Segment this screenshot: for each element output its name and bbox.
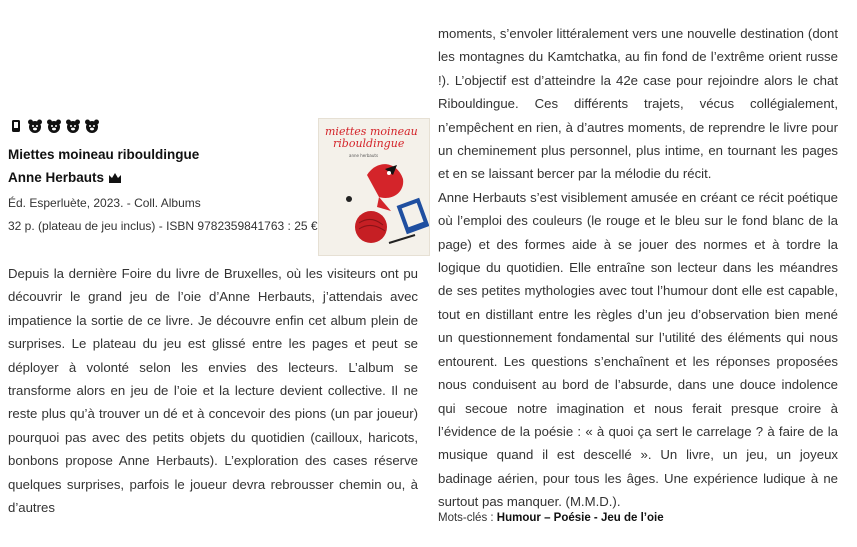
bear-icon: [27, 118, 43, 134]
crown-icon: [108, 172, 122, 184]
cover-illustration: [319, 119, 429, 255]
rating-icons: [8, 118, 100, 134]
book-cover: [318, 118, 430, 256]
bear-icon: [65, 118, 81, 134]
review-paragraph: Anne Herbauts s’est visiblement amusée en créant ce récit poétique où l’emploi des couleurs (le rouge et le bleu sur le fond blanc de la page) et des formes aide à se jouer des normes et à tordre la logique du quotidien. Elle entraîne son lecteur dans les méandres de ses petites mythologies avec tout l’humour dont elle est capable, tout en distillant entre les règles d’un jeu d’observation bien mené un questionnement fondamental sur l’utilité des éléments qui nous entourent. Les questions s’enchaînent et les réponses proposées nous conduisent au bord de l’absurde, dans une douce indolence qui secoue notre imagination et nous ferait presque croire à l’évidence de la poésie : « à quoi ça sert le carrelage ? à faire de la musique quand il est descellé ». Un livre, un jeu, un joyeux badinage aérien, pour tous les âges. Une expérience ludique à ne surtout pas manquer. (M.M.D.).: [438, 189, 838, 510]
keywords-label: Mots-clés :: [438, 512, 497, 524]
review-paragraph: moments, s’envoler littéralement vers une nouvelle destination (dont les montagnes du Kamtchatka, au fin fond de l’extrême orient russe !). L’objectif est d’atteindre la 42e case pour rejoindre alors le chat Ribouldingue. Ces différents trajets, vécus collégialement, n’empêchent en rien, à d’autres moments, de reprendre le livre pour un cheminement plus personnel, plus intime, en tournant les pages et en se laissant bercer par la mélodie du récit.: [438, 26, 838, 182]
book-author: Anne Herbauts: [8, 170, 105, 185]
publisher-line: Éd. Esperluète, 2023. - Coll. Albums: [8, 196, 201, 210]
book-title: Miettes moineau ribouldingue: [8, 147, 200, 162]
review-paragraph: Depuis la dernière Foire du livre de Bruxelles, où les visiteurs ont pu découvrir le grand jeu de l’oie d’Anne Herbauts, j’attendais avec impatience la sortie de ce livre. Je découvre enfin cet album plein de surprises. Le plateau du jeu est glissé entre les pages et peut se déployer à volonté selon les envies des lecteurs. L’album se transforme alors en jeu de l’oie et la lecture devient collective. Il ne reste plus qu’à trouver un dé et à concevoir des pions (un par joueur) pourquoi pas avec des petits objets du quotidien (cailloux, haricots, bonbons propose Anne Herbauts). L’exploration des cases réserve quelques surprises, parfois le joueur devra rebrousser chemin ou, à d’autres: [8, 266, 418, 516]
pen-icon: [8, 118, 24, 134]
bear-icon: [46, 118, 62, 134]
cover-author: anne herbauts: [349, 153, 379, 158]
book-author-line: [8, 170, 122, 185]
keywords-values: Humour – Poésie - Jeu de l’oie: [496, 512, 664, 524]
review-text-right: [438, 22, 838, 514]
review-text-left: [8, 262, 418, 519]
bear-icon: [84, 118, 100, 134]
keywords-line: [438, 512, 664, 524]
cover-title-line-2: ribouldingue: [333, 137, 405, 150]
cover-title-line-1: miettes moineau: [325, 125, 418, 138]
details-line: 32 p. (plateau de jeu inclus) - ISBN 9782359841763 : 25 €: [8, 219, 318, 233]
